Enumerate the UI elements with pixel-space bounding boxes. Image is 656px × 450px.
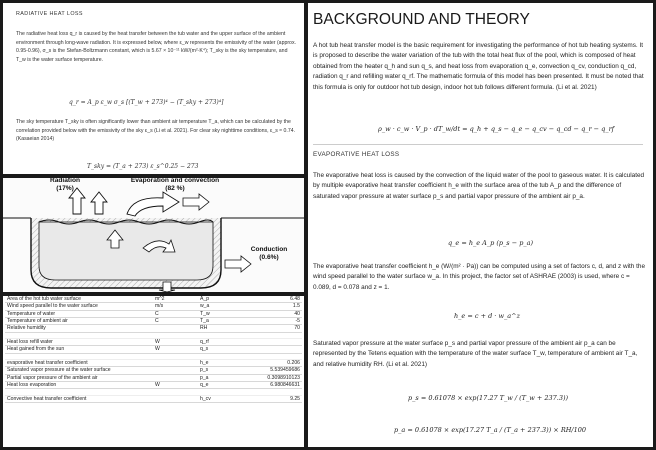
- parameters-table-panel: [3, 296, 304, 447]
- table-row: [5, 395, 302, 402]
- background-theory-panel: [308, 3, 653, 447]
- unit-cell: m^2: [153, 296, 198, 303]
- symbol-cell: RH: [198, 325, 258, 332]
- parameters-table: [5, 296, 302, 403]
- symbol-cell: p_a: [198, 374, 258, 381]
- table-row: [5, 382, 302, 389]
- value-cell: -5: [258, 318, 302, 325]
- unit-cell: [153, 360, 198, 367]
- param-name-cell: Heat loss evaporation: [5, 382, 153, 389]
- background-paragraph-3: The evaporative heat transfer coefficient h_e (W/(m² · Pa)) can be computed using a set of factors c, d, and z with the wind speed parallel to the water surface w_a. In this project, the factor set of ASHRAE (2003) is used, where c = 0.089, d = 0.078 and z = 1.: [313, 263, 646, 291]
- value-cell: 0.206: [258, 360, 302, 367]
- symbol-cell: T_w: [198, 310, 258, 317]
- table-row: [5, 360, 302, 367]
- table-row: [5, 346, 302, 353]
- divider: [313, 144, 643, 145]
- conduction-label: Conduction (0.6%): [250, 246, 288, 261]
- unit-cell: C: [153, 318, 198, 325]
- param-name-cell: Heat loss refill water: [5, 339, 153, 346]
- symbol-cell: q_s: [198, 346, 258, 353]
- value-cell: 6.980846631: [258, 382, 302, 389]
- evaporative-subheading: EVAPORATIVE HEAT LOSS: [313, 151, 400, 158]
- table-row: [5, 367, 302, 374]
- value-cell: 70: [258, 325, 302, 332]
- page-title: BACKGROUND AND THEORY: [313, 11, 530, 28]
- table-row: [5, 339, 302, 346]
- value-cell: 5.539459686: [258, 367, 302, 374]
- coefficient-equation: h_e = c + d · w_a^z: [454, 312, 520, 320]
- evaporation-label: Evaporation and convection (82 %): [130, 178, 220, 192]
- table-row: [5, 303, 302, 310]
- param-name-cell: Heat gained from the sun: [5, 346, 153, 353]
- radiative-equation-1: q_r = A_p ε_w σ_s [(T_w + 273)⁴ − (T_sky + 273)⁴]: [69, 99, 224, 106]
- value-cell: 40: [258, 310, 302, 317]
- unit-cell: [153, 374, 198, 381]
- value-cell: 1.5: [258, 303, 302, 310]
- tub-illustration: [3, 178, 304, 292]
- radiative-heading: RADIATIVE HEAT LOSS: [16, 11, 83, 17]
- background-paragraph-2: The evaporative heat loss is caused by the convection of the liquid water of the pool to gaseous water. It is calculated by multiple evaporative heat transfer coefficient h_e with the surface area of the tub A_p and the difference of saturated vapor pressure at water surface p_s and partial vapor pressure of the ambient air p_a.: [313, 172, 645, 200]
- value-cell: [258, 346, 302, 353]
- radiative-heat-loss-panel: [3, 3, 304, 174]
- convection-arrow: [183, 194, 209, 210]
- radiative-paragraph-1: The radiative heat loss q_r is caused by the heat transfer between the tub water and the upper surface of the ambient environment through long-wave radiation. It is expressed below, where ε_w represents the emissivity of the water (approx. 0.95-0.96), σ_s is the Stefan-Boltzmann constant, which is 5.67 × 10⁻¹¹ kW/(m²·K⁴); T_sky is the sky temperature, and T_w is the water surface temperature.: [16, 31, 296, 63]
- unit-cell: C: [153, 310, 198, 317]
- symbol-cell: h_cv: [198, 395, 258, 402]
- background-paragraph-1: A hot tub heat transfer model is the basic requirement for investigating the performance of hot tub heating systems. It is proposed to describe the water variation of the tub with the total heat flux of the pool, which is composed of heat obtained from the heater q_h and sun q_s, and heat loss from evaporation q_e, convection q_cv, conduction q_cd, radiation q_r and refilling water q_rf. The mathematic formula of this model has been presented. It must be noted that this formula is only for outdoor hot tub design, indoor hot tub follows different formula. (Li et al. 2021): [313, 42, 644, 91]
- evaporation-equation: q_e = h_e A_p (p_s − p_a): [448, 239, 534, 247]
- value-cell: 9.25: [258, 395, 302, 402]
- table-row: [5, 318, 302, 325]
- hot-tub-diagram: [3, 178, 304, 292]
- unit-cell: W: [153, 382, 198, 389]
- unit-cell: W: [153, 346, 198, 353]
- param-name-cell: Relative humidity: [5, 325, 153, 332]
- unit-cell: W: [153, 339, 198, 346]
- param-name-cell: Wind speed parallel to the water surface: [5, 303, 153, 310]
- table-row: [5, 325, 302, 332]
- param-name-cell: evaporative heat transfer coefficient: [5, 360, 153, 367]
- table-row: [5, 374, 302, 381]
- unit-cell: [153, 395, 198, 402]
- radiation-label: Radiation (17%): [49, 178, 81, 192]
- value-cell: 6.48: [258, 296, 302, 303]
- symbol-cell: w_a: [198, 303, 258, 310]
- symbol-cell: T_a: [198, 318, 258, 325]
- unit-cell: m/s: [153, 303, 198, 310]
- unit-cell: [153, 367, 198, 374]
- value-cell: [258, 339, 302, 346]
- background-paragraph-4: Saturated vapor pressure at the water surface p_s and partial vapor pressure of the ambient air p_a can be represented by the Tetens equation with the temperature of the water surface T_w, temperature of ambient air T_a, and relative humidity RH. (Li et al. 2021): [313, 340, 638, 368]
- symbol-cell: q_rf: [198, 339, 258, 346]
- table-row: [5, 310, 302, 317]
- param-name-cell: Convective heat transfer coefficient: [5, 395, 153, 402]
- symbol-cell: A_p: [198, 296, 258, 303]
- param-name-cell: Temperature of ambient air: [5, 318, 153, 325]
- evaporation-arrow: [127, 192, 179, 216]
- tub-water: [39, 222, 213, 280]
- heat-balance-equation: ρ_w · c_w · V_p · dT_w/dt = q_h + q_s − q_e − q_cv − q_cd − q_r − q_rf: [378, 125, 615, 133]
- symbol-cell: p_s: [198, 367, 258, 374]
- symbol-cell: h_e: [198, 360, 258, 367]
- param-name-cell: Area of the hot tub water surface: [5, 296, 153, 303]
- table-row: [5, 296, 302, 303]
- partial-pressure-equation: p_a = 0.61078 × exp(17.27 T_a / (T_a + 237.3)) × RH/100: [394, 426, 586, 434]
- param-name-cell: Partial vapor pressure of the ambient air: [5, 374, 153, 381]
- symbol-cell: q_e: [198, 382, 258, 389]
- radiative-equation-2: T_sky = (T_a + 273) ε_s^0.25 − 273: [87, 163, 199, 170]
- saturated-pressure-equation: p_s = 0.61078 × exp(17.27 T_w / (T_w + 237.3)): [408, 394, 569, 402]
- param-name-cell: Saturated vapor pressure at the water surface: [5, 367, 153, 374]
- radiative-paragraph-2: The sky temperature T_sky is often significantly lower than ambient air temperature T_a, which can be calculated by the correlation provided below with the emissivity of the sky ε_s (Li et al. 2021). For clear sky nighttime conditions, ε_s ≈ 0.74. (Kasaeian 2014): [16, 119, 296, 143]
- unit-cell: [153, 325, 198, 332]
- value-cell: 0.3098910123: [258, 374, 302, 381]
- param-name-cell: Temperature of water: [5, 310, 153, 317]
